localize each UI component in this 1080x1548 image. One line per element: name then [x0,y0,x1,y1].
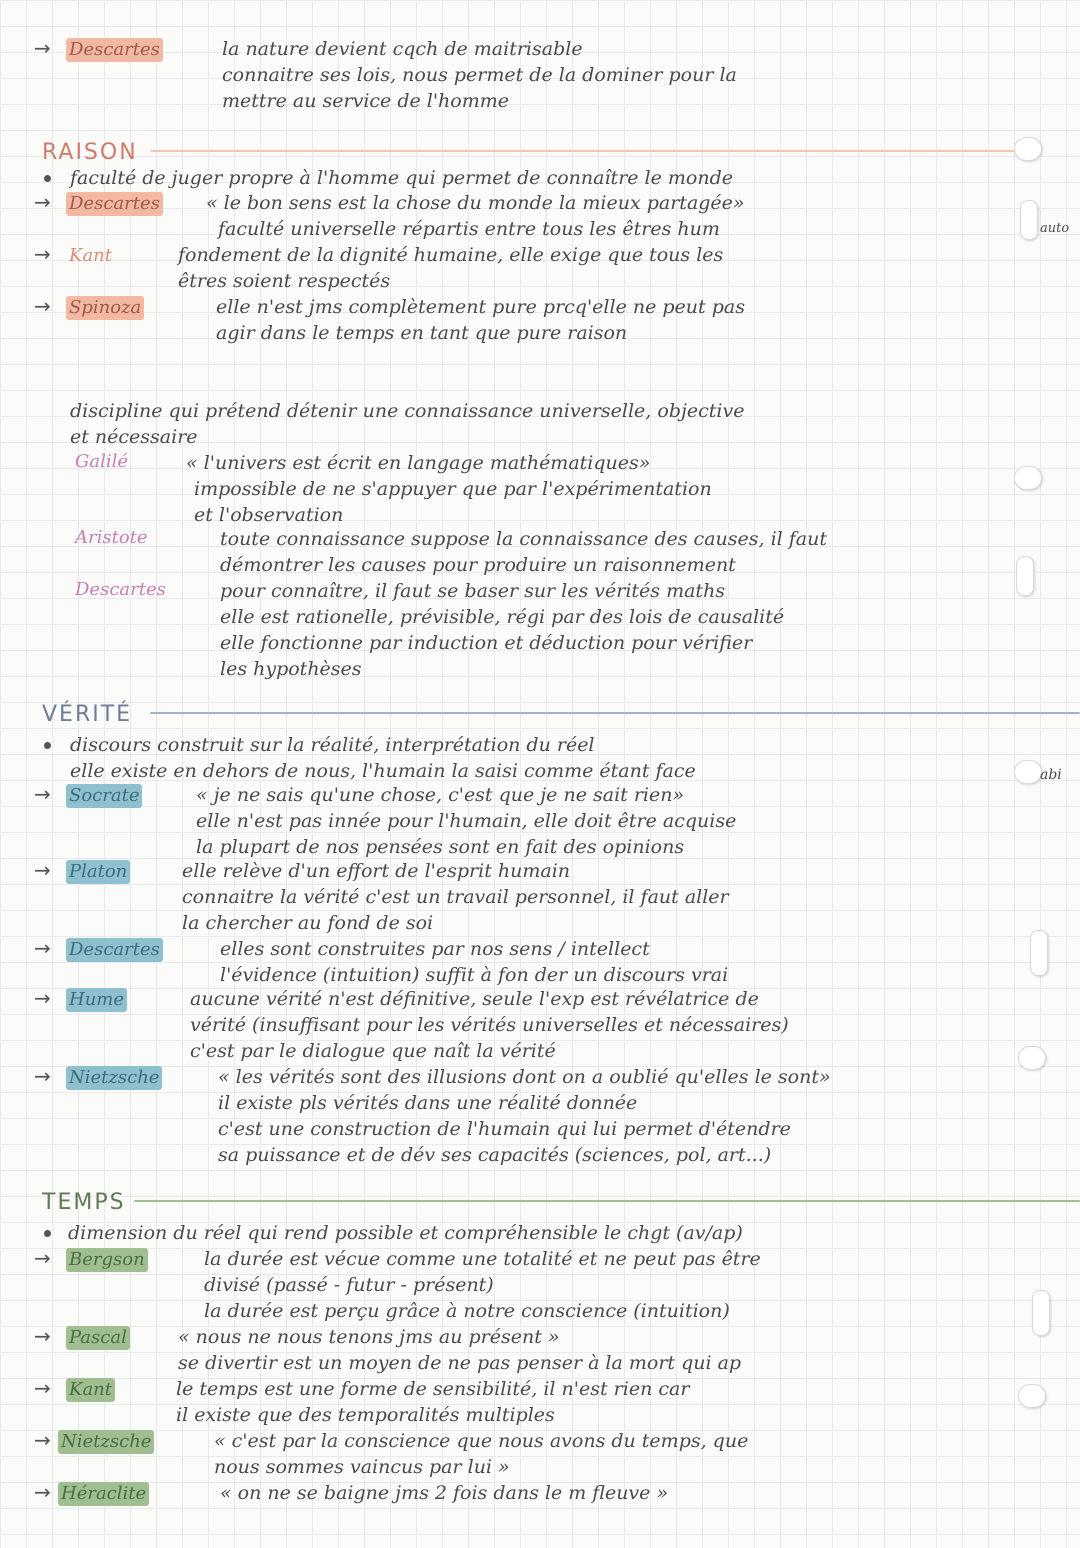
note-line: le temps est une forme de sensibilité, il n'est rien car [176,1378,690,1400]
note-line: nous sommes vaincus par lui » [214,1456,510,1478]
note-line: connaitre la vérité c'est un travail personnel, il faut aller [182,886,729,908]
sticky-tab-icon [1020,200,1038,240]
section-title-raison: RAISON [42,140,138,165]
author-socrate: Socrate [66,784,142,808]
note-line: elle relève d'un effort de l'esprit humain [182,860,571,882]
author-bergson: Bergson [66,1248,148,1272]
definition-verite: elle existe en dehors de nous, l'humain la saisi comme étant face [70,760,696,782]
note-line: la nature devient cqch de maitrisable [222,38,583,60]
sticky-tab-icon [1032,1290,1050,1336]
note-line: la durée est perçu grâce à notre conscience (intuition) [204,1300,730,1322]
author-kant: Kant [66,1378,115,1402]
sticky-tab-icon [1014,137,1042,161]
note-line: et l'observation [194,504,344,526]
sticky-tab-icon [1014,466,1042,490]
arrow-icon: → [34,858,51,882]
author-heraclite: Héraclite [58,1482,149,1506]
bullet-icon [44,175,51,182]
note-line: divisé (passé - futur - présent) [204,1274,494,1296]
note-line: se divertir est un moyen de ne pas penser à la mort qui ap [178,1352,742,1374]
note-line: vérité (insuffisant pour les vérités universelles et nécessaires) [190,1014,789,1036]
note-line: c'est une construction de l'humain qui lui permet d'étendre [218,1118,791,1140]
note-line: la plupart de nos pensées sont en fait des opinions [196,836,685,858]
author-galile: Galilé [75,451,129,472]
definition-temps: dimension du réel qui rend possible et compréhensible le chgt (av/ap) [68,1222,743,1244]
note-line: connaitre ses lois, nous permet de la dominer pour la [222,64,737,86]
note-line: pour connaître, il faut se baser sur les vérités maths [220,580,726,602]
arrow-icon: → [34,1064,51,1088]
note-line: « on ne se baigne jms 2 fois dans le m fleuve » [220,1482,669,1504]
bullet-icon [44,1230,51,1237]
author-platon: Platon [66,860,130,884]
note-line: « c'est par la conscience que nous avons du temps, que [214,1430,749,1452]
arrow-icon: → [34,782,51,806]
author-nietzsche: Nietzsche [58,1430,154,1454]
sticky-tab-icon [1018,1046,1046,1070]
definition-science: discipline qui prétend détenir une connaissance universelle, objective [70,400,745,422]
note-line: mettre au service de l'homme [222,90,510,112]
author-spinoza: Spinoza [66,296,144,320]
note-line: « je ne sais qu'une chose, c'est que je ne sait rien» [196,784,685,806]
note-line: faculté universelle répartis entre tous les êtres hum [218,218,720,240]
note-line: « l'univers est écrit en langage mathématiques» [186,452,651,474]
section-rule [134,1200,1080,1202]
note-line: toute connaissance suppose la connaissance des causes, il faut [220,528,828,550]
note-line: c'est par le dialogue que naît la vérité [190,1040,556,1062]
note-line: « les vérités sont des illusions dont on a oublié qu'elles le sont» [218,1066,831,1088]
note-line: démontrer les causes pour produire un raisonnement [220,554,736,576]
note-line: elle est rationelle, prévisible, régi par des lois de causalité [220,606,785,628]
note-line: il existe que des temporalités multiples [176,1404,555,1426]
section-rule [150,150,1020,152]
definition-science: et nécessaire [70,426,198,448]
margin-note: auto [1040,221,1070,236]
definition-verite: discours construit sur la réalité, interprétation du réel [70,734,595,756]
note-line: l'évidence (intuition) suffit à fon der un discours vrai [220,964,729,986]
author-descartes: Descartes [66,192,163,216]
definition-raison: faculté de juger propre à l'homme qui permet de connaître le monde [70,167,734,189]
arrow-icon: → [34,190,51,214]
arrow-icon: → [34,1246,51,1270]
sticky-tab-icon [1014,760,1042,784]
note-line: elles sont construites par nos sens / intellect [220,938,650,960]
arrow-icon: → [34,36,51,60]
author-nietzsche: Nietzsche [66,1066,162,1090]
note-line: fondement de la dignité humaine, elle exige que tous les [178,244,724,266]
sticky-tab-icon [1016,556,1034,596]
author-descartes: Descartes [66,38,163,62]
note-line: la durée est vécue comme une totalité et ne peut pas être [204,1248,761,1270]
note-line: elle fonctionne par induction et déduction pour vérifier [220,632,753,654]
arrow-icon: → [34,986,51,1010]
section-title-temps: TEMPS [42,1190,126,1215]
note-line: « nous ne nous tenons jms au présent » [178,1326,560,1348]
section-rule [150,712,1080,714]
note-line: impossible de ne s'appuyer que par l'expérimentation [194,478,712,500]
arrow-icon: → [34,936,51,960]
note-line: elle n'est pas innée pour l'humain, elle doit être acquise [196,810,737,832]
margin-note: abi [1040,767,1062,783]
arrow-icon: → [34,242,51,266]
author-hume: Hume [66,988,127,1012]
arrow-icon: → [34,1480,51,1504]
arrow-icon: → [34,1428,51,1452]
author-descartes: Descartes [66,938,163,962]
author-pascal: Pascal [66,1326,130,1350]
sticky-tab-icon [1030,930,1048,976]
section-title-verite: VÉRITÉ [42,702,133,727]
note-line: agir dans le temps en tant que pure raison [216,322,628,344]
note-line: aucune vérité n'est définitive, seule l'exp est révélatrice de [190,988,759,1010]
bullet-icon [44,742,51,749]
note-line: la chercher au fond de soi [182,912,434,934]
arrow-icon: → [34,1376,51,1400]
note-line: « le bon sens est la chose du monde la mieux partagée» [206,192,745,214]
arrow-icon: → [34,1324,51,1348]
arrow-icon: → [34,294,51,318]
author-aristote: Aristote [75,527,148,548]
note-line: il existe pls vérités dans une réalité donnée [218,1092,638,1114]
author-kant: Kant [69,245,113,266]
note-line: sa puissance et de dév ses capacités (sciences, pol, art...) [218,1144,772,1166]
sticky-tab-icon [1018,1384,1046,1408]
note-line: les hypothèses [220,658,362,680]
note-line: elle n'est jms complètement pure prcq'elle ne peut pas [216,296,745,318]
note-line: êtres soient respectés [178,270,391,292]
author-descartes: Descartes [75,579,166,600]
